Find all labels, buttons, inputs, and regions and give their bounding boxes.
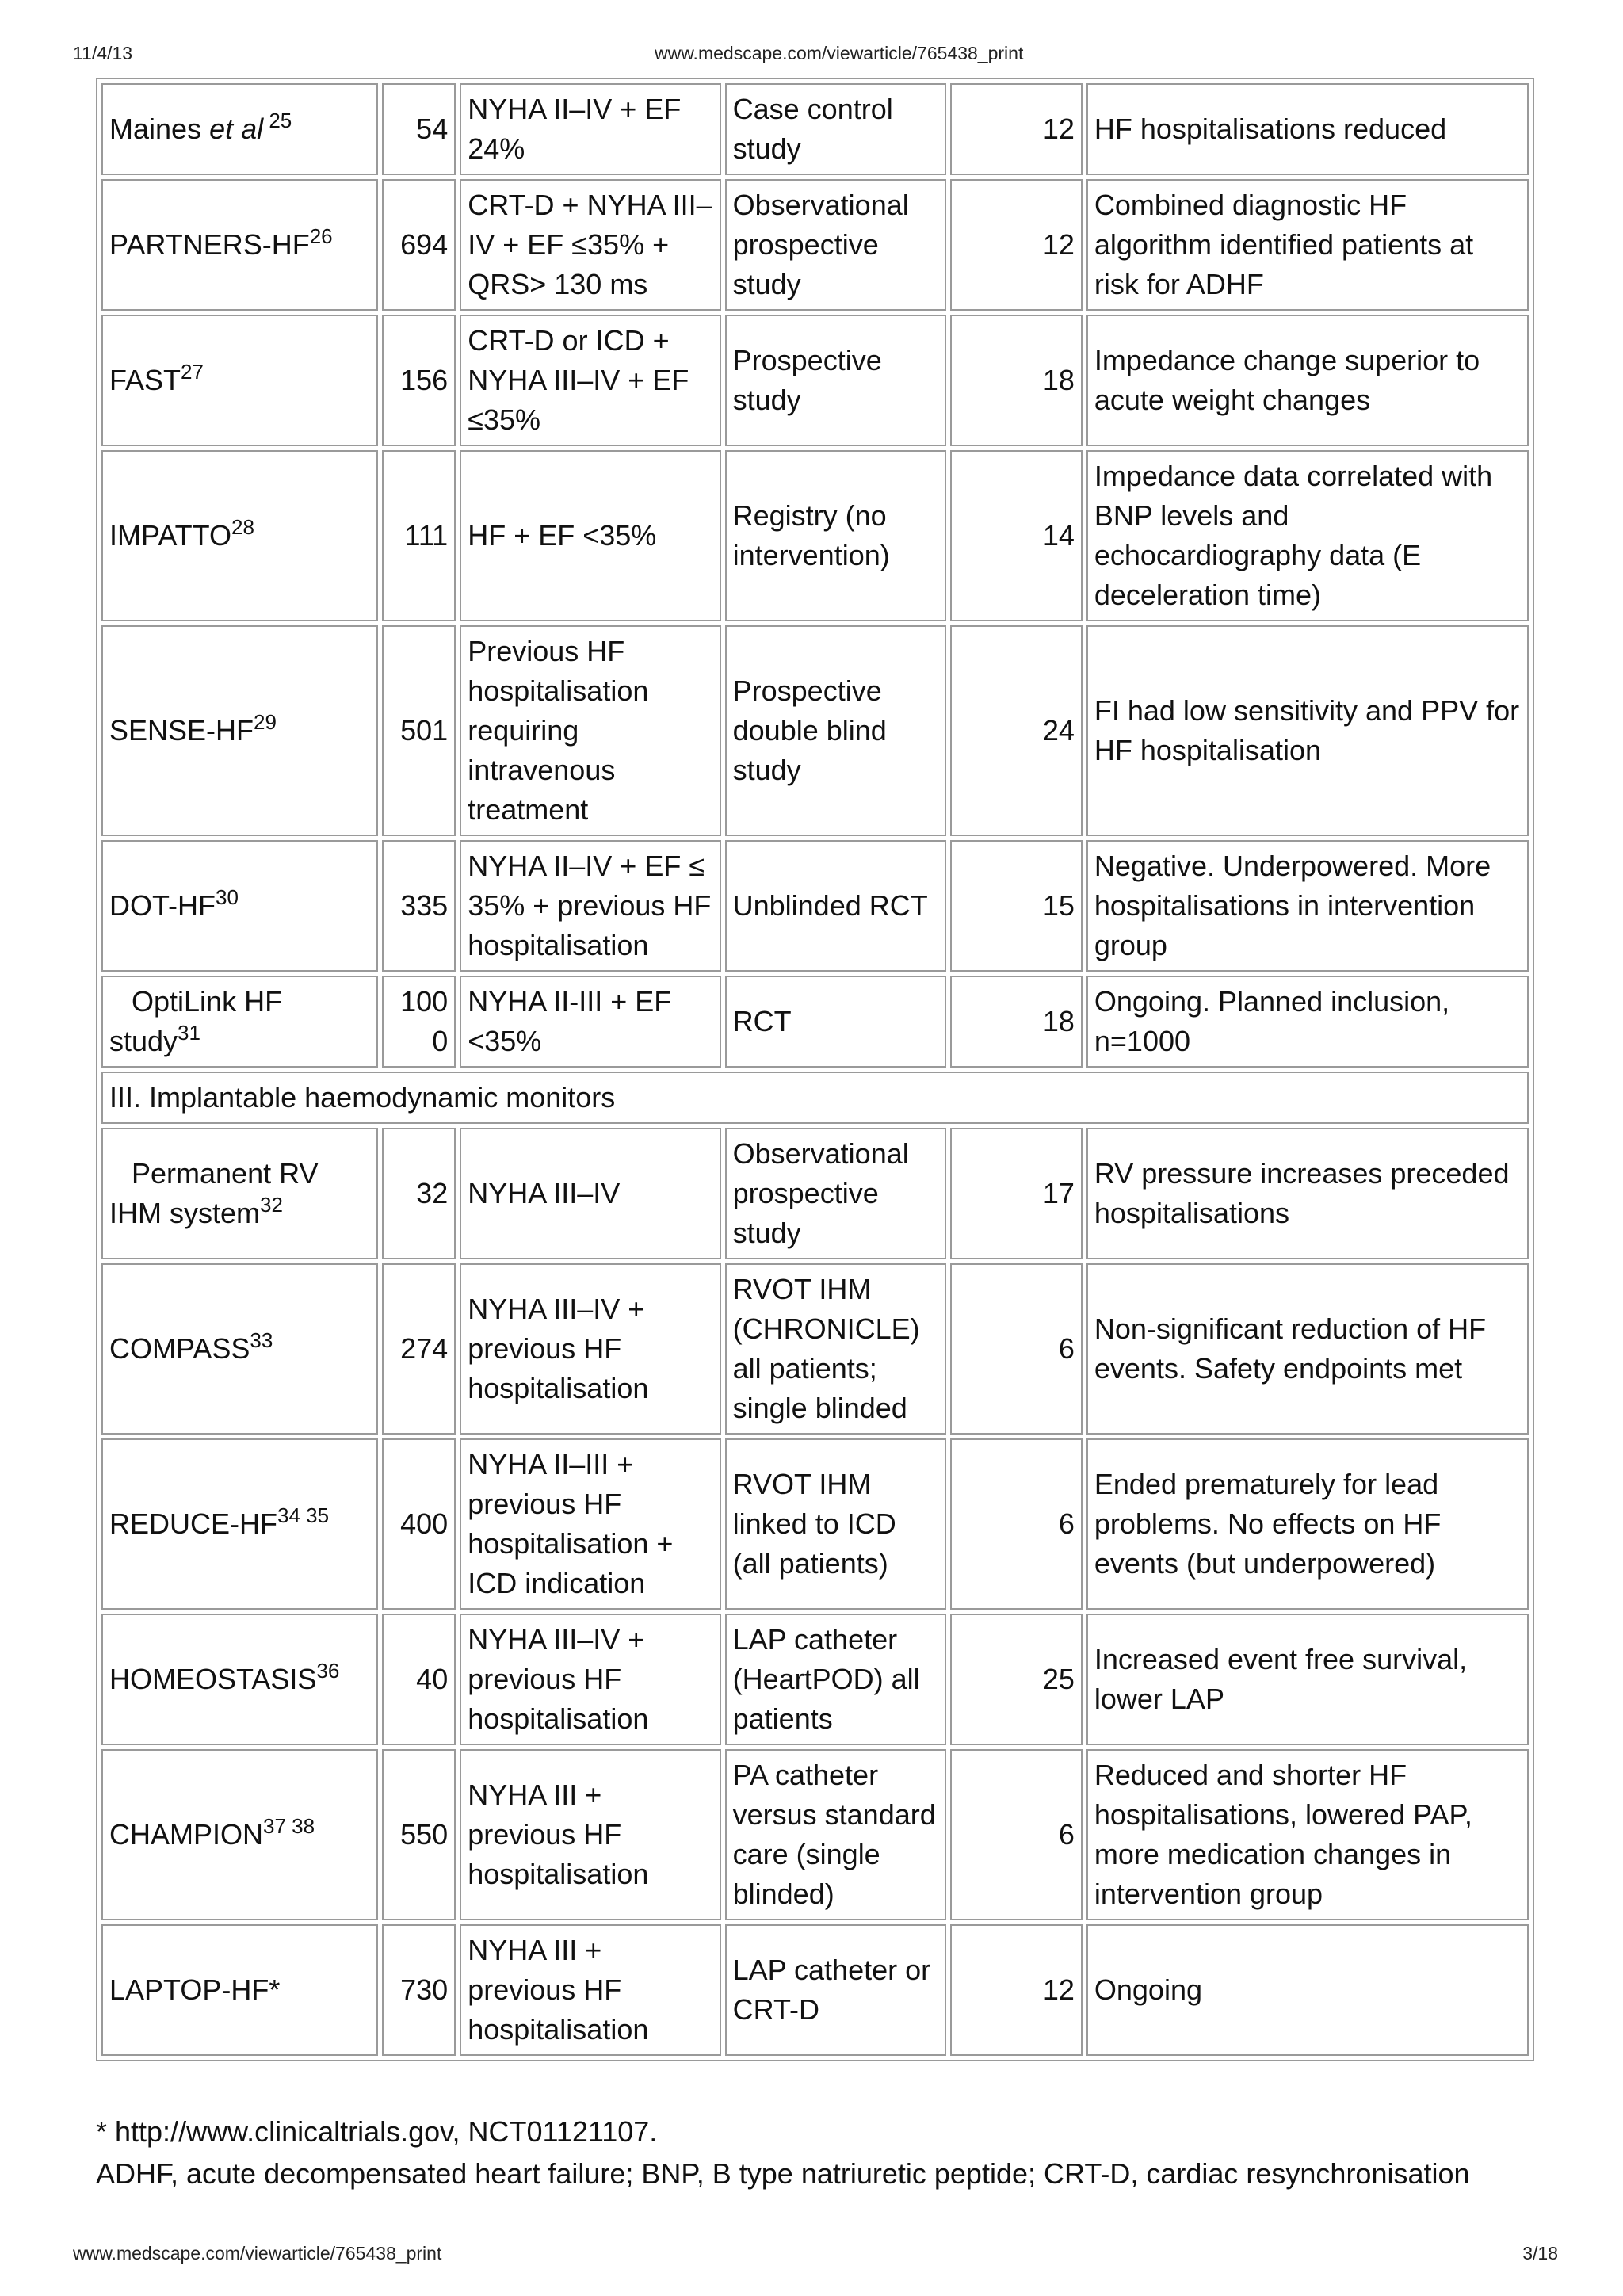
table-row [101,1263,1529,1435]
header-date: 11/4/13 [73,43,133,63]
outcome-cell: Impedance data correlated with BNP levels and echocardiography data (E deceleration time) [1086,450,1529,621]
outcome-cell: Combined diagnostic HF algorithm identified patients at risk for ADHF [1086,179,1529,311]
outcome-cell: Impedance change superior to acute weight changes [1086,315,1529,446]
population-cell: NYHA III + previous HF hospitalisation [460,1924,720,2056]
trials-table [96,78,1534,2061]
n-cell: 694 [382,179,456,311]
n-cell: 550 [382,1749,456,1920]
design-cell: RCT [725,976,946,1068]
design-cell: Registry (no intervention) [725,450,946,621]
design-cell: LAP catheter (HeartPOD) all patients [725,1614,946,1745]
trial-name-cell: PARTNERS-HF$^{26}$ [101,179,378,311]
trial-name-cell: OptiLink HF study$^{31}$ [101,976,378,1068]
section-row [101,1072,1529,1124]
table-row [101,179,1529,311]
outcome-cell: Ongoing [1086,1924,1529,2056]
outcome-cell: Ongoing. Planned inclusion, n=1000 [1086,976,1529,1068]
followup-cell: 6 [950,1438,1083,1610]
followup-cell: 25 [950,1614,1083,1745]
n-cell: 501 [382,625,456,836]
trial-name-cell: REDUCE-$HF^{34 35}$ [101,1438,378,1610]
design-cell: Prospective double blind study [725,625,946,836]
followup-cell: 15 [950,840,1083,972]
followup-cell: 14 [950,450,1083,621]
outcome-cell: Ended prematurely for lead problems. No effects on HF events (but underpowered) [1086,1438,1529,1610]
footnote-abbreviations: ADHF, acute decompensated heart failure; BNP, B type natriuretic peptide; CRT-D, cardiac resynchronisation [96,2157,1470,2190]
population-cell: Previous HF hospitalisation requiring intravenous treatment [460,625,720,836]
population-cell: CRT-D + NYHA III–IV + EF ≤35% + QRS> 130 ms [460,179,720,311]
population-cell: NYHA II–III + previous HF hospitalisation + ICD indication [460,1438,720,1610]
population-cell: NYHA II-III + EF <35% [460,976,720,1068]
outcome-cell: Increased event free survival, lower LAP [1086,1614,1529,1745]
table-row [101,83,1529,175]
n-cell: 274 [382,1263,456,1435]
followup-cell: 6 [950,1263,1083,1435]
followup-cell: 24 [950,625,1083,836]
outcome-cell: Reduced and shorter HF hospitalisations, lowered PAP, more medication changes in intervention group [1086,1749,1529,1920]
table-row [101,625,1529,836]
followup-cell: 12 [950,1924,1083,2056]
table-row [101,1749,1529,1920]
table-row [101,976,1529,1068]
population-cell: HF + EF <35% [460,450,720,621]
trial-name-cell: HOMEOSTASIS$^{36}$ [101,1614,378,1745]
table-row [101,450,1529,621]
outcome-cell: Negative. Underpowered. More hospitalisations in intervention group [1086,840,1529,972]
trial-name-cell: Permanent RV IHM system$^{32}$ [101,1128,378,1259]
population-cell: NYHA II–IV + EF 24% [460,83,720,175]
n-cell: 1000 [382,976,456,1068]
followup-cell: 18 [950,315,1083,446]
n-cell: 335 [382,840,456,972]
n-cell: 730 [382,1924,456,2056]
population-cell: NYHA III–IV + previous HF hospitalisation [460,1263,720,1435]
trial-name-cell: FAST$^{27}$ [101,315,378,446]
n-cell: 40 [382,1614,456,1745]
n-cell: 156 [382,315,456,446]
design-cell: Unblinded RCT [725,840,946,972]
trial-name-cell: DOT-HF$^{30}$ [101,840,378,972]
population-cell: NYHA III–IV + previous HF hospitalisation [460,1614,720,1745]
table-row [101,1614,1529,1745]
outcome-cell: Non-significant reduction of HF events. Safety endpoints met [1086,1263,1529,1435]
design-cell: Observational prospective study [725,179,946,311]
n-cell: 400 [382,1438,456,1610]
population-cell: NYHA III–IV [460,1128,720,1259]
n-cell: 111 [382,450,456,621]
population-cell: CRT-D or ICD + NYHA III–IV + EF ≤35% [460,315,720,446]
followup-cell: 6 [950,1749,1083,1920]
outcome-cell: FI had low sensitivity and PPV for HF hospitalisation [1086,625,1529,836]
n-cell: 54 [382,83,456,175]
trial-name-cell: SENSE-HF$^{29}$ [101,625,378,836]
trial-name-cell: IMPATTO$^{28}$ [101,450,378,621]
outcome-cell: RV pressure increases preceded hospitalisations [1086,1128,1529,1259]
followup-cell: 18 [950,976,1083,1068]
outcome-cell: HF hospitalisations reduced [1086,83,1529,175]
followup-cell: 12 [950,83,1083,175]
trial-name-cell: LAPTOP-HF* [101,1924,378,2056]
design-cell: RVOT IHM (CHRONICLE) all patients; single blinded [725,1263,946,1435]
trial-name-cell: Maines et al $^{25}$ [101,83,378,175]
design-cell: LAP catheter or CRT-D [725,1924,946,2056]
population-cell: NYHA II–IV + EF ≤ 35% + previous HF hospitalisation [460,840,720,972]
footer-url: www.medscape.com/viewarticle/765438_print [73,2243,442,2264]
followup-cell: 17 [950,1128,1083,1259]
header-url: www.medscape.com/viewarticle/765438_print [655,43,1024,63]
table-row [101,1924,1529,2056]
table-row [101,1438,1529,1610]
footnote-link: * http://www.clinicaltrials.gov, NCT01121107. [96,2115,658,2148]
table-row [101,840,1529,972]
footer-page-number: 3/18 [1522,2243,1558,2264]
table-row [101,1128,1529,1259]
table-row [101,315,1529,446]
followup-cell: 12 [950,179,1083,311]
section-title: III. Implantable haemodynamic monitors [101,1072,1529,1124]
trial-name-cell: COMPASS$^{33}$ [101,1263,378,1435]
n-cell: 32 [382,1128,456,1259]
design-cell: RVOT IHM linked to ICD (all patients) [725,1438,946,1610]
design-cell: Prospective study [725,315,946,446]
design-cell: Case control study [725,83,946,175]
population-cell: NYHA III + previous HF hospitalisation [460,1749,720,1920]
trial-name-cell: $CHAMPION^{37 38}$ [101,1749,378,1920]
design-cell: Observational prospective study [725,1128,946,1259]
design-cell: PA catheter versus standard care (single blinded) [725,1749,946,1920]
